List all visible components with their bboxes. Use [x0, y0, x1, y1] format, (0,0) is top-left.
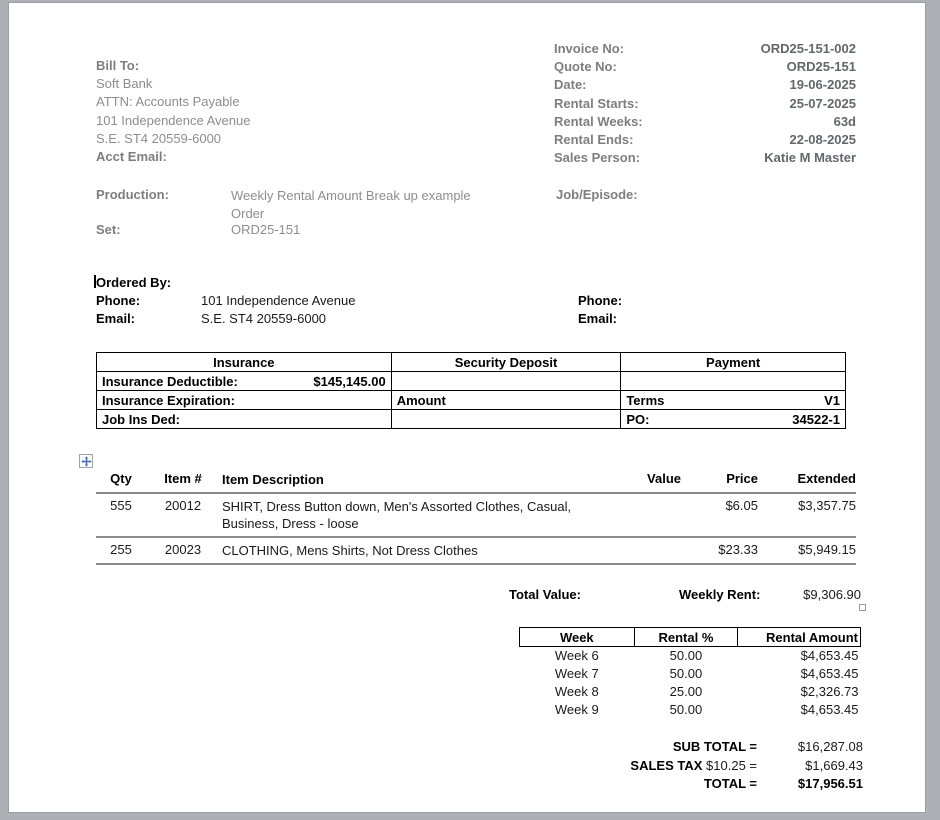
insurance-header-row — [97, 353, 846, 372]
items-header-row — [96, 471, 856, 491]
insurance-expiration-label: Insurance Expiration: — [97, 391, 392, 410]
total-value-label: Total Value: — [509, 587, 581, 602]
rental-weeks-label: Rental Weeks: — [554, 113, 643, 129]
phone-row — [96, 292, 656, 310]
sub-total-label: SUB TOTAL = — [672, 739, 757, 754]
week-row-3 — [520, 683, 861, 701]
items-row-divider — [96, 536, 856, 538]
rental-starts-row — [554, 96, 856, 114]
table-move-handle-icon[interactable] — [79, 454, 93, 468]
terms-label: Terms — [626, 392, 665, 408]
week3-pct: 25.00 — [669, 684, 703, 699]
sales-person-value: Katie M Master — [764, 150, 856, 166]
week3-name: Week 8 — [554, 684, 599, 699]
bill-to-attn: ATTN: Accounts Payable — [96, 94, 240, 110]
week2-name: Week 7 — [554, 666, 599, 681]
terms-cell — [621, 391, 846, 410]
item2-extended: $5,949.15 — [798, 542, 856, 557]
text-cursor — [94, 275, 96, 288]
date-value: 19-06-2025 — [789, 77, 856, 93]
payment-header: Payment — [621, 353, 846, 372]
item1-number: 20012 — [164, 498, 202, 513]
week4-name: Week 9 — [554, 702, 599, 717]
insurance-header: Insurance — [97, 353, 392, 372]
total-row — [404, 776, 863, 795]
amount-label: Amount — [391, 391, 621, 410]
week-breakdown-table — [519, 627, 861, 719]
acct-email-label: Acct Email: — [96, 149, 167, 165]
week2-amount: $4,653.45 — [800, 666, 859, 681]
invoice-info-section — [554, 41, 856, 168]
rental-starts-value: 25-07-2025 — [789, 95, 856, 111]
payment-empty-cell — [621, 372, 846, 391]
price-header: Price — [726, 471, 758, 486]
security-deposit-empty-cell — [391, 372, 621, 391]
summary-section — [404, 739, 863, 795]
terms-value: V1 — [824, 392, 840, 408]
items-header-divider — [96, 492, 856, 494]
bill-to-address2: S.E. ST4 20559-6000 — [96, 130, 222, 146]
rental-weeks-row — [554, 114, 856, 132]
quote-no-row — [554, 59, 856, 77]
email-row — [96, 310, 656, 328]
job-ins-empty-cell — [391, 410, 621, 429]
week1-pct: 50.00 — [669, 648, 703, 664]
bill-to-address1: 101 Independence Avenue — [96, 112, 251, 128]
rental-ends-row — [554, 132, 856, 150]
item-row-1 — [96, 497, 856, 535]
email-label: Email: — [96, 311, 136, 327]
insurance-deductible-row — [97, 372, 846, 391]
sales-tax-rate: $10.25 = — [702, 757, 757, 773]
rental-starts-label: Rental Starts: — [554, 95, 639, 111]
date-row — [554, 77, 856, 95]
po-label: PO: — [626, 411, 650, 427]
sales-tax-label-bold: SALES TAX — [630, 757, 703, 773]
bill-to-company: Soft Bank — [96, 76, 153, 92]
total-value: $17,956.51 — [797, 776, 863, 792]
ordered-by-section — [96, 274, 656, 329]
invoice-no-label: Invoice No: — [554, 41, 625, 56]
sales-tax-row — [404, 758, 863, 777]
weekly-rent-value: $9,306.90 — [803, 587, 861, 602]
sales-tax-value: $1,669.43 — [805, 757, 863, 773]
sub-total-value: $16,287.08 — [797, 739, 863, 754]
week-row-4 — [520, 701, 861, 719]
item1-qty: 555 — [110, 498, 132, 513]
po-value: 34522-1 — [792, 411, 840, 427]
rental-ends-label: Rental Ends: — [554, 131, 634, 147]
job-episode-label: Job/Episode: — [556, 187, 638, 202]
job-ins-ded-row — [97, 410, 846, 429]
security-deposit-header: Security Deposit — [391, 353, 621, 372]
weekly-rent-label: Weekly Rent: — [679, 587, 761, 602]
item2-price: $23.33 — [718, 542, 758, 557]
item-row-2 — [96, 541, 856, 562]
insurance-deductible-cell — [97, 372, 392, 391]
item1-extended: $3,357.75 — [798, 498, 856, 513]
item-number-header: Item # — [164, 471, 202, 486]
quote-no-value: ORD25-151 — [786, 59, 856, 75]
phone-label: Phone: — [96, 293, 141, 309]
invoice-no-row — [554, 41, 856, 59]
rental-pct-header: Rental % — [634, 628, 738, 647]
set-value: ORD25-151 — [231, 222, 301, 237]
item2-number: 20023 — [164, 542, 202, 557]
week1-amount: $4,653.45 — [800, 648, 859, 664]
items-table — [96, 471, 856, 568]
rental-amount-header: Rental Amount — [738, 628, 861, 647]
week-header-row — [520, 628, 861, 647]
item2-description: CLOTHING, Mens Shirts, Not Dress Clothes — [222, 543, 478, 558]
ordered-by-row — [96, 274, 656, 292]
items-bottom-divider — [96, 563, 856, 565]
extended-header: Extended — [797, 471, 856, 486]
invoice-no-value: ORD25-151-002 — [760, 41, 856, 56]
week4-amount: $4,653.45 — [800, 702, 859, 717]
phone-value: 101 Independence Avenue — [201, 293, 356, 309]
item1-price: $6.05 — [725, 498, 758, 513]
bill-to-label: Bill To: — [96, 58, 140, 73]
week2-pct: 50.00 — [669, 666, 703, 681]
insurance-deductible-label: Insurance Deductible: — [102, 373, 238, 389]
rental-weeks-value: 63d — [833, 113, 856, 129]
date-label: Date: — [554, 77, 587, 93]
invoice-page — [8, 2, 926, 813]
sub-total-row — [404, 739, 863, 758]
quote-no-label: Quote No: — [554, 59, 617, 75]
rental-ends-value: 22-08-2025 — [789, 131, 856, 147]
sales-person-row — [554, 150, 856, 168]
phone2-label: Phone: — [578, 293, 623, 309]
ordered-by-label: Ordered By: — [96, 275, 172, 290]
production-section — [96, 187, 656, 237]
week4-pct: 50.00 — [669, 702, 703, 717]
po-cell — [621, 410, 846, 429]
insurance-deductible-value: $145,145.00 — [313, 373, 386, 389]
week-header: Week — [520, 628, 635, 647]
sales-tax-label — [630, 758, 757, 773]
total-label: TOTAL = — [703, 776, 757, 792]
week-row-1 — [520, 647, 861, 665]
insurance-expiration-row — [97, 391, 846, 410]
sales-person-label: Sales Person: — [554, 150, 640, 166]
insurance-table — [96, 352, 846, 429]
production-label: Production: — [96, 187, 169, 202]
bill-to-section — [96, 57, 250, 166]
resize-handle-icon[interactable] — [859, 604, 866, 611]
job-ins-ded-label: Job Ins Ded: — [97, 410, 392, 429]
qty-header: Qty — [110, 471, 132, 486]
item2-qty: 255 — [110, 542, 132, 557]
week3-amount: $2,326.73 — [800, 684, 859, 699]
production-value: Weekly Rental Amount Break up example Order — [231, 188, 471, 221]
email2-label: Email: — [578, 311, 618, 327]
set-label: Set: — [96, 222, 121, 237]
value-header: Value — [647, 471, 681, 486]
week1-name: Week 6 — [554, 648, 599, 664]
week-row-2 — [520, 665, 861, 683]
item-description-header: Item Description — [222, 472, 324, 487]
item1-description: SHIRT, Dress Button down, Men's Assorted Clothes, Casual, Business, Dress - loose — [222, 499, 572, 531]
email-value: S.E. ST4 20559-6000 — [201, 311, 327, 327]
